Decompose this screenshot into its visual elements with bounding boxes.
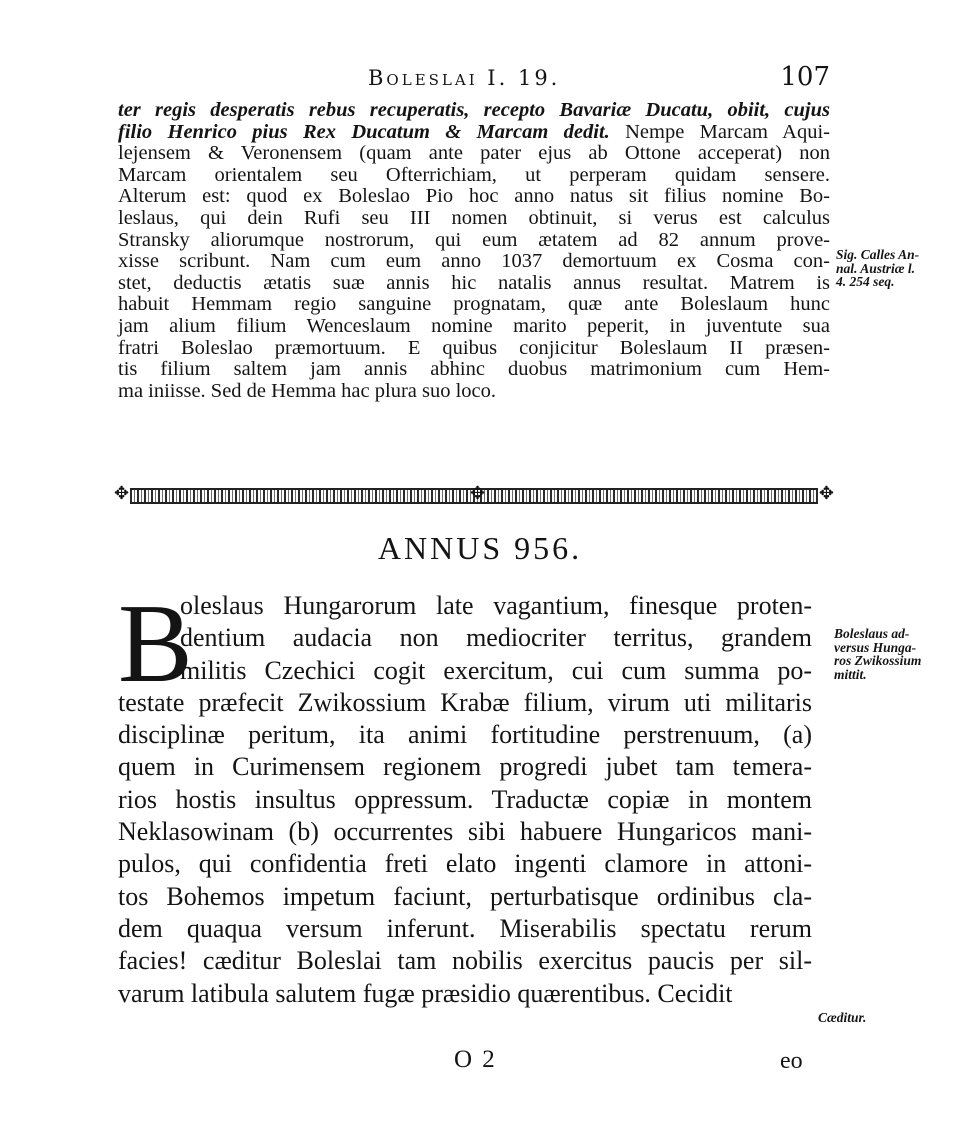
text-line (118, 100, 830, 122)
margin-note-line: 4. 254 seq. (836, 274, 895, 289)
margin-note-line: Sig. Calles An- (836, 247, 920, 262)
italic-text: filio Henrico pius Rex Ducatum & Marcam dedit. (118, 120, 610, 143)
text-line: habuit Hemmam regio sanguine prognatam, quæ ante Boleslaum hunc (118, 293, 830, 316)
margin-note-line: versus Hunga- (834, 639, 917, 655)
text-line: leslaus, qui dein Rufi seu III nomen obtinuit, si verus est calculus (118, 206, 830, 229)
text-line: Neklasowinam (b) occurrentes sibi habuere Hungaricos mani- (118, 817, 812, 847)
margin-note-caeditur (818, 1011, 866, 1025)
text-line: xisse scribunt. Nam cum eum anno 1037 demortuum ex Cosma con- (118, 250, 830, 273)
catchword: eo (780, 1048, 803, 1074)
fleuron-icon: ✥ (114, 483, 130, 504)
signature-mark: O 2 (454, 1046, 497, 1073)
text-line: tos Bohemos impetum faciunt, perturbatisque ordinibus cla- (118, 881, 812, 911)
text-line: Marcam orientalem seu Ofterrichiam, ut perperam quidam sensere. (118, 163, 830, 186)
text-line (118, 122, 830, 144)
margin-note-line: Cæditur. (818, 1010, 867, 1025)
text-line: lejensem & Veronensem (quam ante pater ejus ab Ottone acceperat) non (118, 142, 830, 165)
text-line: pulos, qui confidentia freti elato ingenti clamore in attoni- (118, 849, 812, 879)
text-line: dentium audacia non mediocriter territus, grandem (180, 623, 812, 653)
text-line: disciplinæ peritum, ita animi fortitudine perstrenuum, (a) (118, 720, 812, 750)
text-line: ma iniisse. Sed de Hemma hac plura suo loco. (118, 379, 497, 402)
margin-note-line: ros Zwikossium (834, 653, 922, 668)
page-number: 107 (780, 62, 830, 92)
text-line: Stransky aliorumque nostrorum, qui eum ætatem ad 82 annum prove- (118, 228, 830, 251)
text-line: stet, deductis ætatis suæ annis hic natalis annus resultat. Matrem is (118, 271, 830, 294)
text-line: varum latibula salutem fugæ præsidio quærentibus. Cecidit (118, 978, 733, 1008)
page-footer (118, 1046, 830, 1082)
margin-note-line: mittit. (834, 666, 867, 682)
text-span: Nempe Marcam Aqui- (609, 120, 830, 143)
italic-text: ter regis desperatis rebus recuperatis, recepto Bavariæ Ducatu, obiit, cujus (118, 99, 830, 121)
page-header (118, 62, 830, 96)
section-title: ANNUS 956. (377, 530, 583, 566)
text-line: testate præfecit Zwikossium Krabæ filium, virum uti militaris (118, 687, 812, 717)
text-line: facies! cæditur Boleslai tam nobilis exercitus paucis per sil- (118, 946, 812, 976)
margin-note-line: nal. Austriæ l. (836, 260, 916, 276)
margin-note-line: Boleslaus ad- (834, 626, 910, 641)
margin-note-summary (834, 627, 921, 681)
text-line: jam alium filium Wenceslaum nomine marito peperit, in juventute sua (118, 314, 830, 337)
fleuron-icon: ✥ (818, 483, 834, 504)
ornamental-rule (114, 483, 834, 504)
text-line: Alterum est: quod ex Boleslao Pio hoc anno natus sit filius nomine Bo- (118, 185, 830, 208)
drop-cap: B (118, 582, 193, 706)
text-line: oleslaus Hungarorum late vagantium, finesque proten- (180, 591, 812, 620)
fleuron-icon: ✥ (470, 483, 486, 504)
text-line: militis Czechici cogit exercitum, cui cum summa po- (180, 655, 812, 685)
main-paragraph (118, 582, 812, 1010)
margin-note-reference (836, 248, 919, 289)
text-line: quem in Curimensem regionem progredi jubet tam temera- (118, 752, 812, 782)
text-line: dem quaqua versum inferunt. Miserabilis spectatu rerum (118, 913, 812, 943)
text-line: rios hostis insultus oppressum. Traductæ copiæ in montem (118, 784, 812, 814)
text-line: tis filium saltem jam annis abhinc duobus matrimonium cum Hem- (118, 358, 830, 381)
top-paragraph (118, 100, 830, 402)
running-head: Boleslai I. 19. (368, 66, 561, 90)
text-line: fratri Boleslao præmortuum. E quibus conjicitur Boleslaum II præsen- (118, 336, 830, 359)
